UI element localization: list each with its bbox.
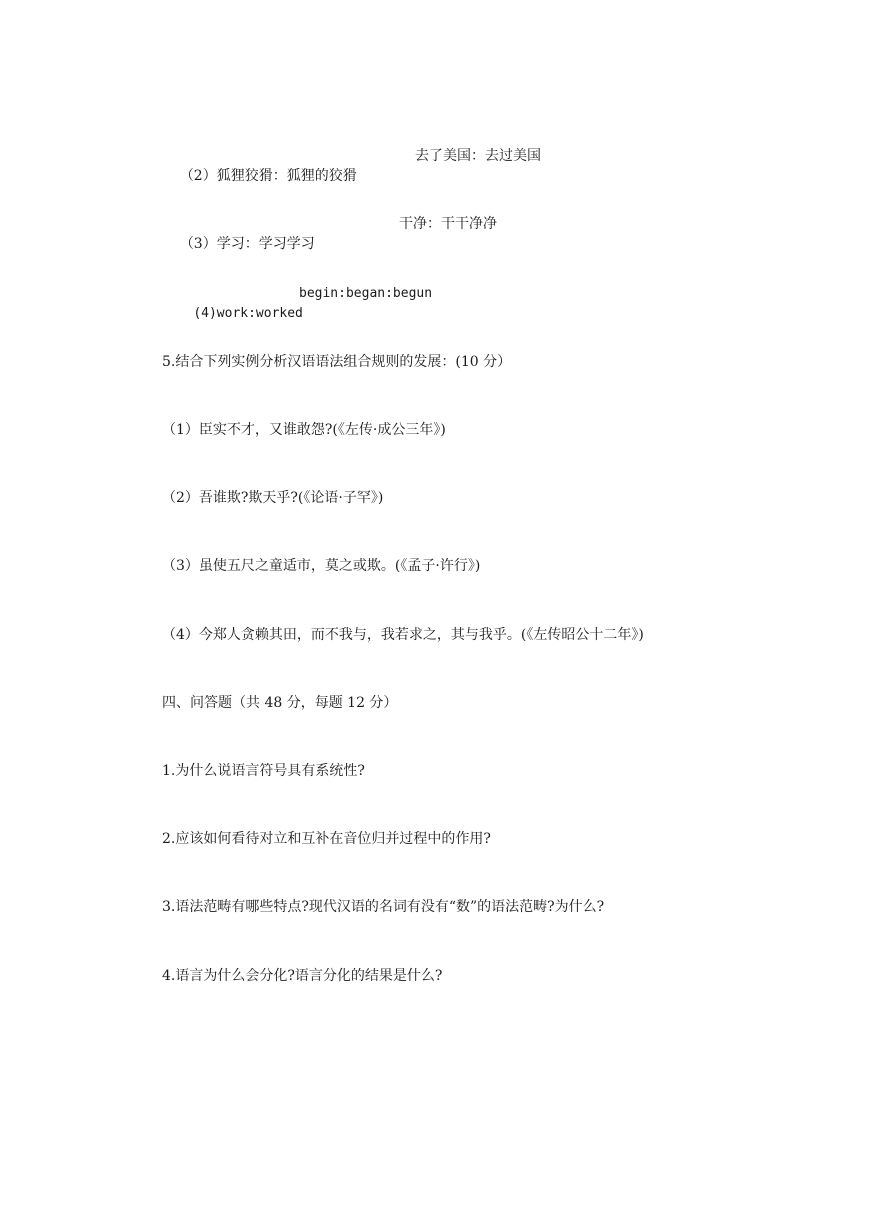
- question-5-item-1: （1）臣实不才，又谁敢怨?(《左传·成公三年》): [162, 422, 446, 438]
- example-3-right: 干净：干干净净: [399, 216, 497, 232]
- question-5-item-4: （4）今郑人贪赖其田，而不我与，我若求之，其与我乎。(《左传昭公十二年》): [162, 627, 644, 643]
- section-4-heading: 四、问答题（共 48 分，每题 12 分）: [162, 695, 398, 711]
- essay-question-2: 2.应该如何看待对立和互补在音位归并过程中的作用?: [162, 831, 491, 847]
- essay-question-4: 4.语言为什么会分化?语言分化的结果是什么?: [162, 968, 443, 984]
- essay-question-3: 3.语法范畴有哪些特点?现代汉语的名词有没有“数”的语法范畴?为什么?: [162, 899, 605, 915]
- example-4-right: begin:began:begun: [299, 286, 433, 301]
- example-4-left: (4)work:worked: [193, 306, 303, 321]
- question-5-item-3: （3）虽使五尺之童适市，莫之或欺。(《孟子·许行》): [162, 558, 481, 574]
- example-2-right: 去了美国：去过美国: [415, 148, 541, 164]
- essay-question-1: 1.为什么说语言符号具有系统性?: [162, 763, 365, 779]
- example-3-left: （3）学习：学习学习: [179, 236, 315, 252]
- question-5-item-2: （2）吾谁欺?欺天乎?(《论语·子罕》): [162, 490, 384, 506]
- question-5-prompt: 5.结合下列实例分析汉语语法组合规则的发展：(10 分）: [162, 354, 512, 370]
- example-2-left: （2）狐狸狡猾：狐狸的狡猾: [179, 168, 357, 184]
